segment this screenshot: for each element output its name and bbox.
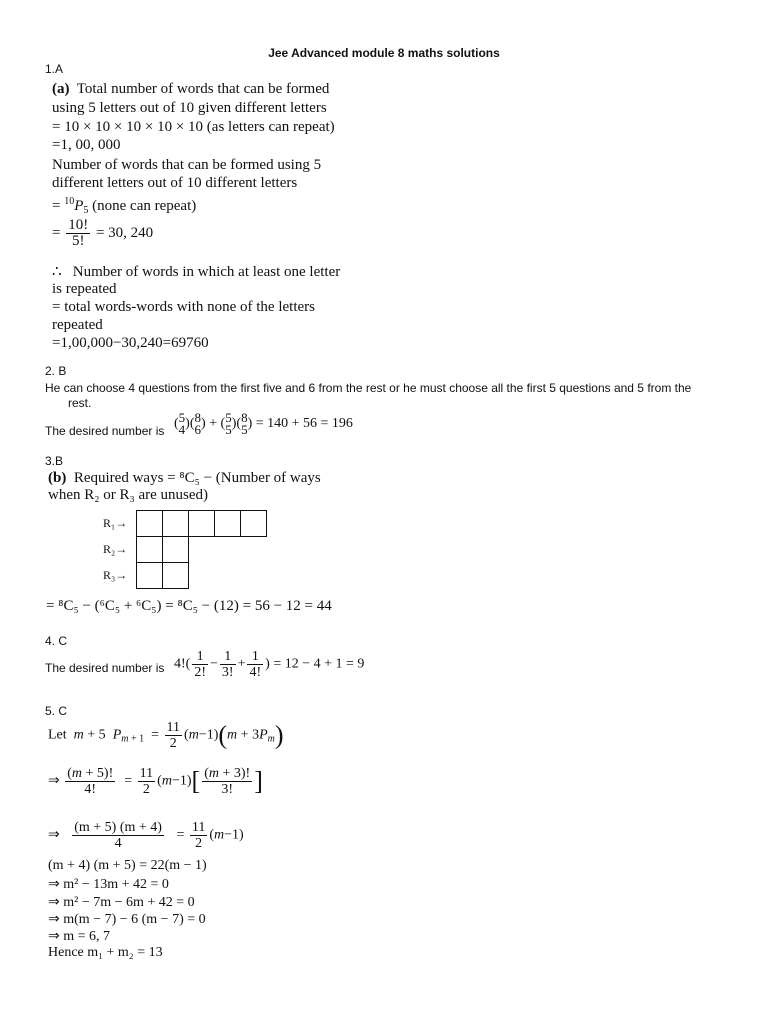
q5-step-5: Hence m₁ + m₂ = 13	[48, 945, 163, 960]
question-1-number: 1.A	[45, 62, 64, 76]
q5-let-line: Let m + 5 $P_{m + 1}$ = $\frac{11}{2}$ $(m-1)(m + 3P_m)$	[48, 720, 284, 751]
q2-text-line-2: rest.	[68, 396, 92, 410]
q1-fraction	[66, 218, 90, 249]
q3-label: (b)	[48, 470, 67, 486]
grid-cell	[162, 562, 189, 589]
q1-label: (a)	[52, 81, 70, 97]
frac-11: 11	[166, 720, 181, 735]
q1-line-4: Number of words that can be formed using 5	[52, 157, 322, 173]
q1-text-8: Number of words in which at least one letter	[72, 264, 341, 280]
q3-text-1: Required ways = ⁸C₅ − (Number of ways	[73, 470, 321, 486]
q1-text-6: (none can repeat)	[92, 198, 197, 214]
grid-cell	[162, 536, 189, 563]
row-label-r1-text: R₁	[103, 516, 116, 530]
q5-let: Let	[48, 727, 67, 743]
q1-frac-num: 10!	[68, 217, 89, 233]
grid-cell	[240, 510, 267, 537]
q2-desired-label: The desired number is	[45, 424, 165, 438]
grid-cell	[188, 510, 215, 537]
grid-cell	[214, 510, 241, 537]
q5-implies-1: ⇒ $\frac{(m + 5)!}{4!}$ = $\frac{11}{2}$ (m−1)[ $\frac{(m + 3)!}{3!}$ ]	[48, 766, 263, 797]
therefore-symbol: ∴	[52, 264, 62, 280]
q1-line-5: different letters out of 10 different letters	[52, 175, 298, 191]
q5-implies-2: ⇒ $\frac{(m + 5) (m + 4)}{4}$ = $\frac{11}{2}$ (m−1)	[48, 820, 244, 851]
q1-frac-den: 5!	[71, 233, 85, 249]
q2-text-line-1: He can choose 4 questions from the first five and 6 from the rest or he must choose all the first 5 questions and 5 from the	[45, 381, 692, 395]
grid-cell	[162, 510, 189, 537]
q1-line-12: =1,00,000−30,240=69760	[52, 335, 209, 351]
q5-step-1: ⇒ m² − 13m + 42 = 0	[48, 877, 169, 892]
question-3-number: 3.B	[45, 454, 64, 468]
row-label-r1: R₁→	[103, 516, 128, 530]
grid-cell	[136, 536, 163, 563]
question-2-number: 2. B	[45, 364, 67, 378]
q5-step-4: ⇒ m = 6, 7	[48, 929, 111, 944]
q1-line-6: = $^{10}P_5$ (none can repeat)	[52, 196, 197, 216]
grid-cell	[136, 562, 163, 589]
row-label-r2-text: R₂	[103, 542, 116, 556]
q1-line-11: repeated	[52, 317, 103, 333]
q1-line-10: = total words-words with none of the letters	[52, 299, 315, 315]
grid-cell	[136, 510, 163, 537]
row-label-r2: R₂→	[103, 542, 128, 556]
q3-line-2: when R₂ or R₃ are unused)	[48, 487, 209, 503]
row-label-r3: R₃→	[103, 568, 128, 582]
q1-line-1: using 5 letters out of 10 given different letters	[52, 100, 327, 116]
q4-expression: 4!( $\frac{1}{2!}$ − $\frac{1}{3!}$ + $\frac{1}{4!}$ ) = 12 − 4 + 1 = 9	[174, 649, 365, 680]
q1-text-0: Total number of words that can be formed	[76, 81, 330, 97]
q1-line-0	[52, 80, 329, 99]
q3-result: = ⁸C₅ − (⁶C₅ + ⁶C₅) = ⁸C₅ − (12) = 56 − 12 = 44	[46, 598, 332, 614]
q1-line-3: =1, 00, 000	[52, 137, 121, 153]
q1-line-9: is repeated	[52, 281, 117, 297]
q5-step-3: ⇒ m(m − 7) − 6 (m − 7) = 0	[48, 912, 206, 927]
q2-result: = 140 + 56 = 196	[255, 416, 353, 432]
q4-result: ) = 12 − 4 + 1 = 9	[265, 656, 365, 672]
page-title: Jee Advanced module 8 maths solutions	[268, 46, 500, 60]
question-5-number: 5. C	[45, 704, 68, 718]
q4-desired-label: The desired number is	[45, 661, 165, 675]
q2-expression: ( 5 4 )( 8 6 ) + ( 5 5 )( 8 5 ) = 140 + 56 = 196	[174, 410, 353, 437]
q1-text-7: = 30, 240	[95, 224, 154, 241]
q5-step-0: (m + 4) (m + 5) = 22(m − 1)	[48, 858, 207, 873]
q1-fraction-line: = $\frac{10!}{5!}$ = 30, 240	[52, 217, 154, 249]
frac-2: 2	[169, 736, 177, 751]
q5-step-2: ⇒ m² − 7m − 6m + 42 = 0	[48, 895, 195, 910]
q4-prefix: 4!(	[174, 656, 191, 672]
row-label-r3-text: R₃	[103, 568, 116, 582]
question-4-number: 4. C	[45, 634, 68, 648]
q1-line-2: = 10 × 10 × 10 × 10 × 10 (as letters can repeat)	[52, 119, 335, 135]
